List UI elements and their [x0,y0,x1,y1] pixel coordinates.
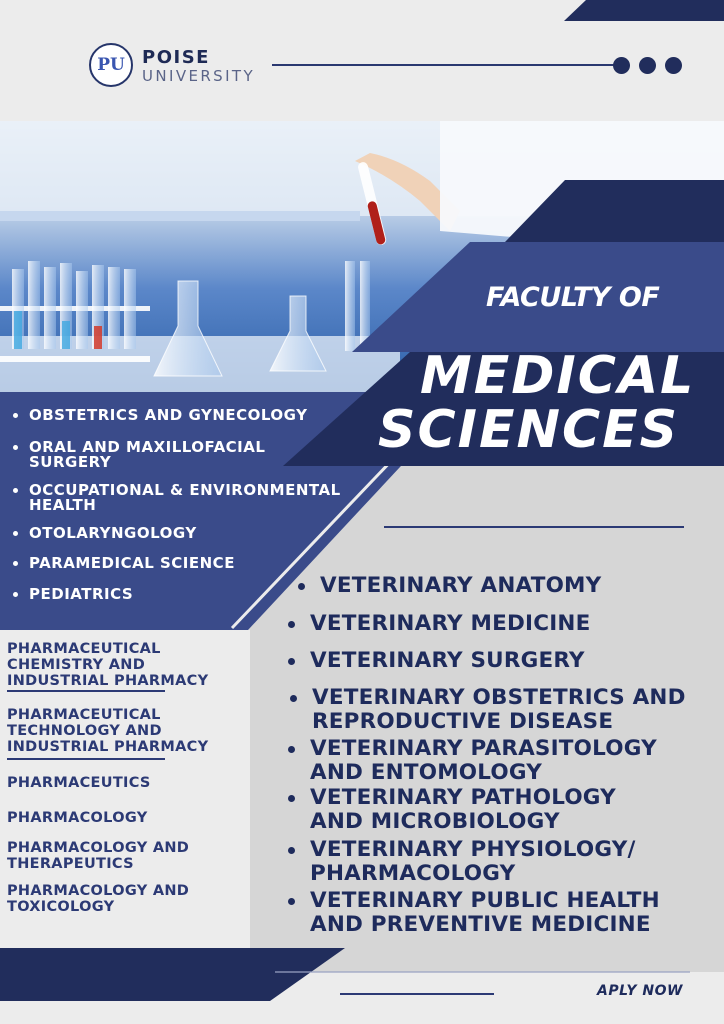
list-item: VETERINARY PATHOLOGY AND MICROBIOLOGY [310,786,670,834]
pharmacy-department: PHARMACEUTICAL TECHNOLOGY AND INDUSTRIAL PHARMACY [7,707,209,755]
divider [7,690,165,692]
bullet-icon [298,583,305,590]
apply-now-link[interactable]: APLY NOW [597,983,683,999]
faculty-title: FACULTY OF [486,282,660,313]
veterinary-divider [384,526,684,528]
bullet-icon [288,746,295,753]
list-item: OTOLARYNGOLOGY [10,526,370,556]
logo-monogram: PU [97,55,125,75]
list-item: OCCUPATIONAL & ENVIRONMENTAL HEALTH [10,483,370,526]
list-item: VETERINARY OBSTETRICS AND REPRODUCTIVE DISEASE [312,686,707,734]
list-item: VETERINARY PUBLIC HEALTH AND PREVENTIVE MEDICINE [310,889,710,937]
list-item: VETERINARY ANATOMY [320,574,601,598]
bullet-icon [288,847,295,854]
bullet-icon [288,621,295,628]
bullet-icon [288,795,295,802]
list-item: VETERINARY PHYSIOLOGY/ PHARMACOLOGY [310,838,680,886]
list-item: ORAL AND MAXILLOFACIAL SURGERY [10,440,310,483]
divider [7,758,165,760]
pharmacy-department: PHARMACEUTICAL CHEMISTRY AND INDUSTRIAL PHARMACY [7,641,209,689]
brand-subtitle: UNIVERSITY [142,67,256,85]
pharmacy-department: PHARMACOLOGY [7,810,148,826]
bullet-icon [290,695,297,702]
bullet-icon [288,898,295,905]
list-item: PEDIATRICS [10,587,370,602]
pharmacy-department: PHARMACEUTICS [7,775,151,791]
list-item: VETERINARY SURGERY [310,649,585,673]
list-item: OBSTETRICS AND GYNECOLOGY [10,408,370,440]
pharmacy-department: PHARMACOLOGY AND THERAPEUTICS [7,840,190,872]
medical-title: MEDICAL [420,346,696,406]
department-list-clinical [10,408,370,602]
list-item: VETERINARY MEDICINE [310,612,591,636]
brand-name: POISE [142,47,210,68]
bullet-icon [288,658,295,665]
list-item: PARAMEDICAL SCIENCE [10,556,370,587]
footer-divider [340,993,494,995]
list-item: VETERINARY PARASITOLOGY AND ENTOMOLOGY [310,737,710,785]
sciences-title: SCIENCES [378,400,680,460]
pharmacy-department: PHARMACOLOGY AND TOXICOLOGY [7,883,190,915]
